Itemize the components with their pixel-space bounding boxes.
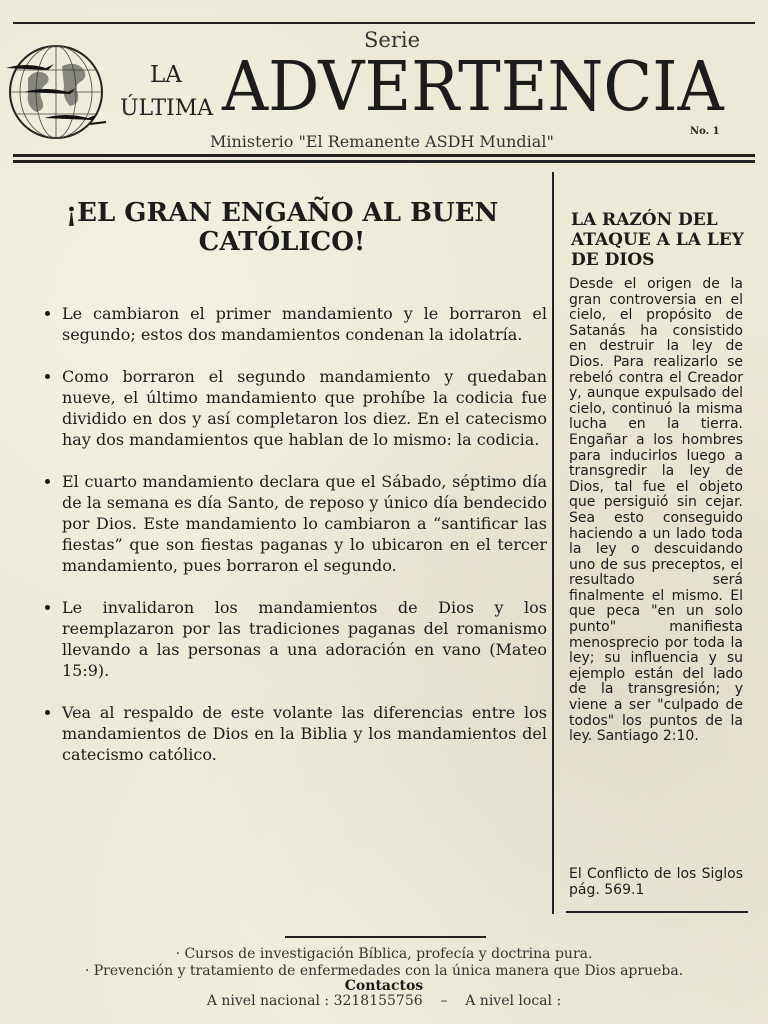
sidebar-title: LA RAZÓN DEL ATAQUE A LA LEY DE DIOS [571, 210, 744, 270]
globe-with-three-angels-icon [4, 44, 108, 140]
sidebar-source: El Conflicto de los Siglos pág. 569.1 [569, 866, 743, 898]
series-label: Serie [364, 28, 420, 52]
ministry-name: Ministerio "El Remanente ASDH Mundial" [210, 132, 554, 151]
title-la: LA [150, 62, 182, 88]
masthead-rule-bottom [13, 160, 755, 163]
bullet-list [38, 303, 547, 786]
footer-contact-line: A nivel nacional : 3218155756 – A nivel local : [206, 993, 562, 1009]
title-advertencia: ADVERTENCIA [222, 48, 724, 127]
list-item: • Le invalidaron los mandamientos de Dios y los reemplazaron por las tradiciones paganas del romanismo llevando a las personas a una adoración en vano (Mateo 15:9). [62, 597, 547, 681]
headline: ¡EL GRAN ENGAÑO AL BUEN CATÓLICO! [65, 198, 499, 257]
issue-number: No. 1 [690, 126, 720, 137]
masthead-rule-top [13, 154, 755, 157]
list-item: • Como borraron el segundo mandamiento y quedaban nueve, el último mandamiento que prohíbe la codicia fue dividido en dos y así completaron los diez. En el catecismo hay dos mandamientos que hablan de lo mismo: la codicia. [62, 366, 547, 450]
column-divider [552, 172, 554, 914]
sidebar-bottom-rule [566, 911, 748, 913]
footer-line-health: · Prevención y tratamiento de enfermedades con la única manera que Dios aprueba. [84, 963, 684, 979]
list-item: • El cuarto mandamiento declara que el Sábado, séptimo día de la semana es día Santo, de reposo y único día bendecido por Dios. Este mandamiento lo cambiaron a “santificar las fiestas” que son fiestas paganas y lo ubicaron en el tercer mandamiento, pues borraron el segundo. [62, 471, 547, 576]
footer-rule [285, 936, 486, 938]
footer-contacts-title: Contactos [344, 978, 424, 994]
footer-line-courses: · Cursos de investigación Bíblica, profecía y doctrina pura. [175, 946, 593, 962]
title-ultima: ÚLTIMA [120, 96, 214, 121]
sidebar-body: Desde el origen de la gran controversia en el cielo, el propósito de Satanás ha consistido en destruir la ley de Dios. Para realizarlo se rebeló contra el Creador y, aunque expulsado del cielo, continuó la misma lucha en la tierra. Engañar a los hombres para inducirlos luego a transgredir la ley de Dios, tal fue el objeto que persiguió sin cejar. Sea esto conseguido haciendo a un lado toda la ley o descuidando uno de sus preceptos, el resultado será finalmente el mismo. El que peca "en un solo punto" manifiesta menosprecio por toda la ley; su influencia y su ejemplo están del lado de la transgresión; y viene a ser "culpado de todos" los puntos de la ley. Santiago 2:10. [569, 276, 743, 745]
list-item: • Vea al respaldo de este volante las diferencias entre los mandamientos de Dios en la Biblia y los mandamientos del catecismo católico. [62, 702, 547, 765]
list-item: • Le cambiaron el primer mandamiento y le borraron el segundo; estos dos mandamientos condenan la idolatría. [62, 303, 547, 345]
top-rule [13, 22, 755, 24]
